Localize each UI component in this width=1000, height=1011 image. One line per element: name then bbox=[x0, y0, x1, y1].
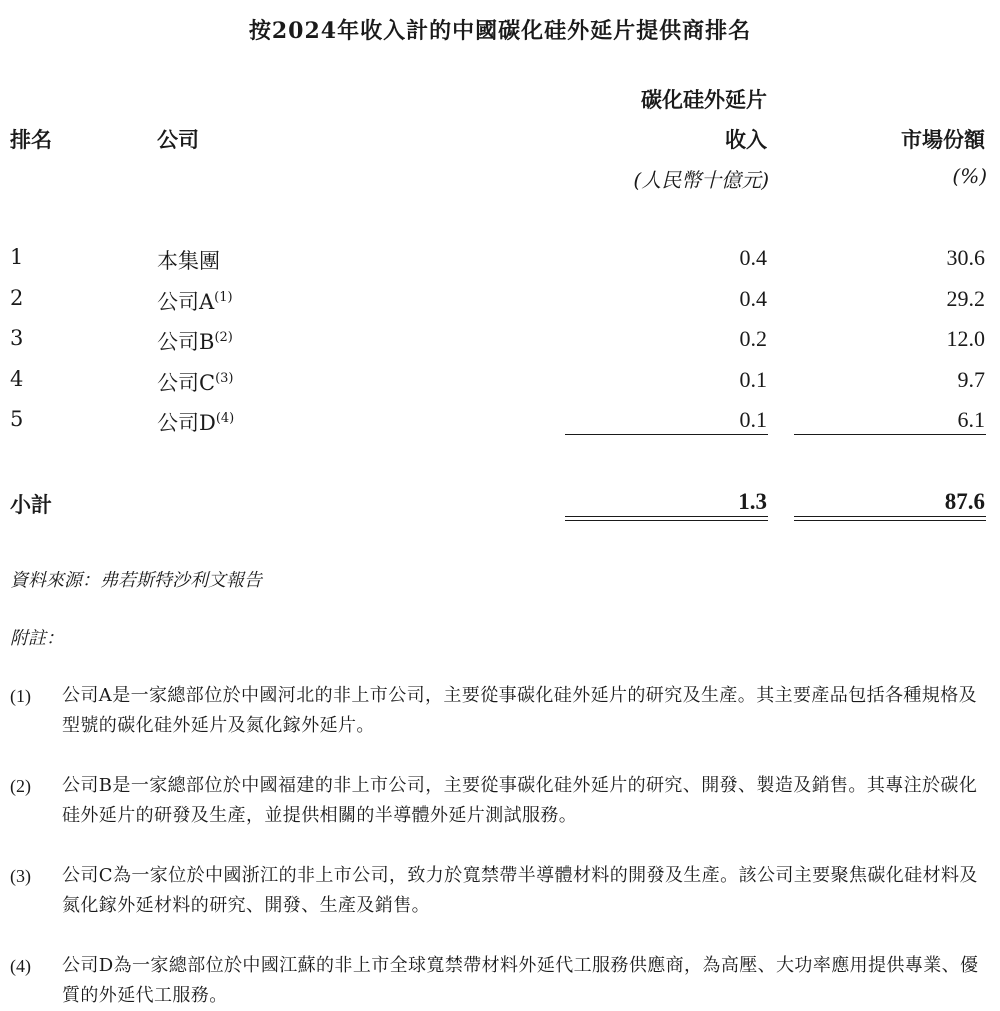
revenue-header-line1: 碳化硅外延片 bbox=[641, 87, 767, 112]
revenue-header-line2: 收入 bbox=[725, 127, 767, 152]
rank-cell: 5 bbox=[10, 407, 24, 431]
revenue-cell: 0.4 bbox=[739, 245, 767, 270]
revenue-cell: 0.1 bbox=[739, 407, 767, 432]
share-cell: 12.0 bbox=[946, 326, 985, 351]
note-number: (4) bbox=[10, 956, 31, 976]
note-text: 公司A是一家總部位於中國河北的非上市公司，主要從事碳化硅外延片的研究及生產。其主要產品包括各種規格及型號的碳化硅外延片及氮化鎵外延片。 bbox=[62, 685, 977, 736]
rank-cell: 3 bbox=[10, 326, 24, 350]
note-number: (2) bbox=[10, 776, 31, 796]
share-header: 市場份額 bbox=[901, 127, 985, 152]
share-unit: (%) bbox=[952, 164, 987, 188]
revenue-cell: 0.4 bbox=[739, 286, 767, 311]
company-cell: 公司C$^{(3)}$ bbox=[157, 371, 234, 395]
notes-heading: 附註： bbox=[10, 628, 64, 649]
subtotal-share: 87.6 bbox=[944, 489, 985, 514]
rank-header: 排名 bbox=[10, 127, 52, 152]
page-title: 按2024年收入計的中國碳化硅外延片提供商排名 bbox=[248, 18, 752, 44]
subtotal-label: 小計 bbox=[10, 492, 52, 517]
footnote-ref: (2) bbox=[214, 330, 233, 345]
share-sum-rule bbox=[794, 434, 986, 435]
note-text: 公司C為一家位於中國浙江的非上市公司，致力於寬禁帶半導體材料的開發及生產。該公司主要聚焦碳化硅材料及氮化鎵外延材料的研究、開發、生產及銷售。 bbox=[62, 865, 978, 916]
share-cell: 30.6 bbox=[946, 245, 985, 270]
share-double-rule-top bbox=[794, 516, 986, 517]
footnote-ref: (1) bbox=[214, 290, 233, 305]
company-cell: 本集團 bbox=[157, 249, 220, 273]
share-cell: 6.1 bbox=[957, 407, 985, 432]
revenue-unit: (人民幣十億元) bbox=[633, 168, 769, 192]
revenue-cell: 0.1 bbox=[739, 367, 767, 392]
rank-cell: 4 bbox=[10, 367, 24, 391]
revenue-double-rule-bottom bbox=[565, 520, 768, 521]
share-cell: 29.2 bbox=[946, 286, 985, 311]
rank-cell: 1 bbox=[10, 245, 24, 269]
share-double-rule-bottom bbox=[794, 520, 986, 521]
note-text: 公司D為一家總部位於中國江蘇的非上市全球寬禁帶材料外延代工服務供應商，為高壓、大功率應用提供專業、優質的外延代工服務。 bbox=[62, 955, 979, 1006]
subtotal-revenue: 1.3 bbox=[738, 489, 767, 514]
revenue-cell: 0.2 bbox=[739, 326, 767, 351]
revenue-double-rule-top bbox=[565, 516, 768, 517]
share-cell: 9.7 bbox=[957, 367, 985, 392]
note-number: (3) bbox=[10, 866, 31, 886]
note-text: 公司B是一家總部位於中國福建的非上市公司，主要從事碳化硅外延片的研究、開發、製造及銷售。其專注於碳化硅外延片的研發及生產，並提供相關的半導體外延片測試服務。 bbox=[62, 775, 978, 826]
company-cell: 公司B$^{(2)}$ bbox=[157, 330, 233, 354]
note-number: (1) bbox=[10, 686, 31, 706]
rank-cell: 2 bbox=[10, 286, 24, 310]
company-cell: 公司D$^{(4)}$ bbox=[157, 411, 235, 435]
source-note: 資料來源：弗若斯特沙利文報告 bbox=[10, 570, 262, 591]
footnote-ref: (3) bbox=[215, 371, 234, 386]
company-header: 公司 bbox=[157, 127, 199, 152]
company-cell: 公司A$^{(1)}$ bbox=[157, 290, 233, 314]
footnote-ref: (4) bbox=[215, 411, 235, 426]
revenue-sum-rule bbox=[565, 434, 768, 435]
